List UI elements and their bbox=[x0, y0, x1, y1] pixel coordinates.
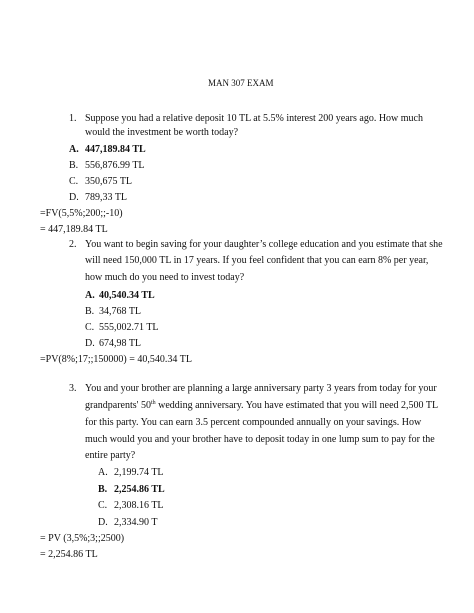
q3-option-b-letter: B. bbox=[98, 484, 108, 495]
q3-text-line: entire party? bbox=[85, 450, 136, 461]
q3-option-a-letter: A. bbox=[98, 467, 108, 478]
q2-option-d-text: 674,98 TL bbox=[99, 338, 142, 349]
q2-option-d-letter: D. bbox=[85, 338, 95, 349]
q1-text-line: would the investment be worth today? bbox=[85, 127, 239, 138]
q3-option-d-text: 2,334.90 T bbox=[114, 517, 158, 528]
q2-number: 2. bbox=[69, 239, 77, 250]
q3-number: 3. bbox=[69, 383, 77, 394]
q3-option-c-text: 2,308.16 TL bbox=[114, 500, 164, 511]
q2-option-a-text: 40,540.34 TL bbox=[99, 290, 155, 301]
q3-option-a-text: 2,199.74 TL bbox=[114, 467, 164, 478]
q2-option-b-text: 34,768 TL bbox=[99, 306, 142, 317]
q1-formula: =FV(5,5%;200;;-10) bbox=[40, 208, 123, 219]
q3-text-line bbox=[85, 400, 438, 412]
q1-option-b-letter: B. bbox=[69, 160, 79, 171]
q2-text-line: You want to begin saving for your daughter’s college education and you estimate that she bbox=[85, 239, 443, 250]
q1-option-c-letter: C. bbox=[69, 176, 79, 187]
exam-title: MAN 307 EXAM bbox=[208, 78, 274, 88]
q1-option-c-text: 350,675 TL bbox=[85, 176, 133, 187]
q1-option-d-text: 789,33 TL bbox=[85, 192, 128, 203]
q2-text-line: will need 150,000 TL in 17 years. If you feel confident that you can earn 8% per year, bbox=[85, 255, 429, 266]
q3-formula: = PV (3,5%;3;;2500) bbox=[40, 533, 125, 544]
q3-line2-pre: grandparents' 50 bbox=[85, 400, 151, 411]
q1-number: 1. bbox=[69, 113, 77, 124]
q3-result: = 2,254.86 TL bbox=[40, 549, 98, 560]
q3-line2-post: wedding anniversary. You have estimated that you will need 2,500 TL bbox=[155, 400, 439, 411]
q1-option-d-letter: D. bbox=[69, 192, 79, 203]
q3-option-d-letter: D. bbox=[98, 517, 108, 528]
q3-text-line: for this party. You can earn 3.5 percent compounded annually on your savings. How bbox=[85, 417, 422, 428]
q1-text-line: Suppose you had a relative deposit 10 TL at 5.5% interest 200 years ago. How much bbox=[85, 113, 423, 124]
q3-option-c-letter: C. bbox=[98, 500, 108, 511]
q1-option-a-letter: A. bbox=[69, 144, 79, 155]
q1-result: = 447,189.84 TL bbox=[40, 224, 108, 235]
q3-line2-superscript: th bbox=[150, 400, 156, 406]
q1-option-a-text: 447,189.84 TL bbox=[85, 144, 146, 155]
q1-option-b-text: 556,876.99 TL bbox=[85, 160, 145, 171]
q2-option-b-letter: B. bbox=[85, 306, 95, 317]
q2-option-c-text: 555,002.71 TL bbox=[99, 322, 159, 333]
q2-option-a-letter: A. bbox=[85, 290, 95, 301]
q2-formula: =PV(8%;17;;150000) = 40,540.34 TL bbox=[40, 354, 192, 365]
q3-text-line: much would you and your brother have to deposit today in one lump sum to pay for the bbox=[85, 434, 435, 445]
q3-option-b-text: 2,254.86 TL bbox=[114, 484, 165, 495]
q2-option-c-letter: C. bbox=[85, 322, 95, 333]
q3-text-line: You and your brother are planning a large anniversary party 3 years from today for your bbox=[85, 383, 437, 394]
q2-text-line: how much do you need to invest today? bbox=[85, 272, 245, 283]
